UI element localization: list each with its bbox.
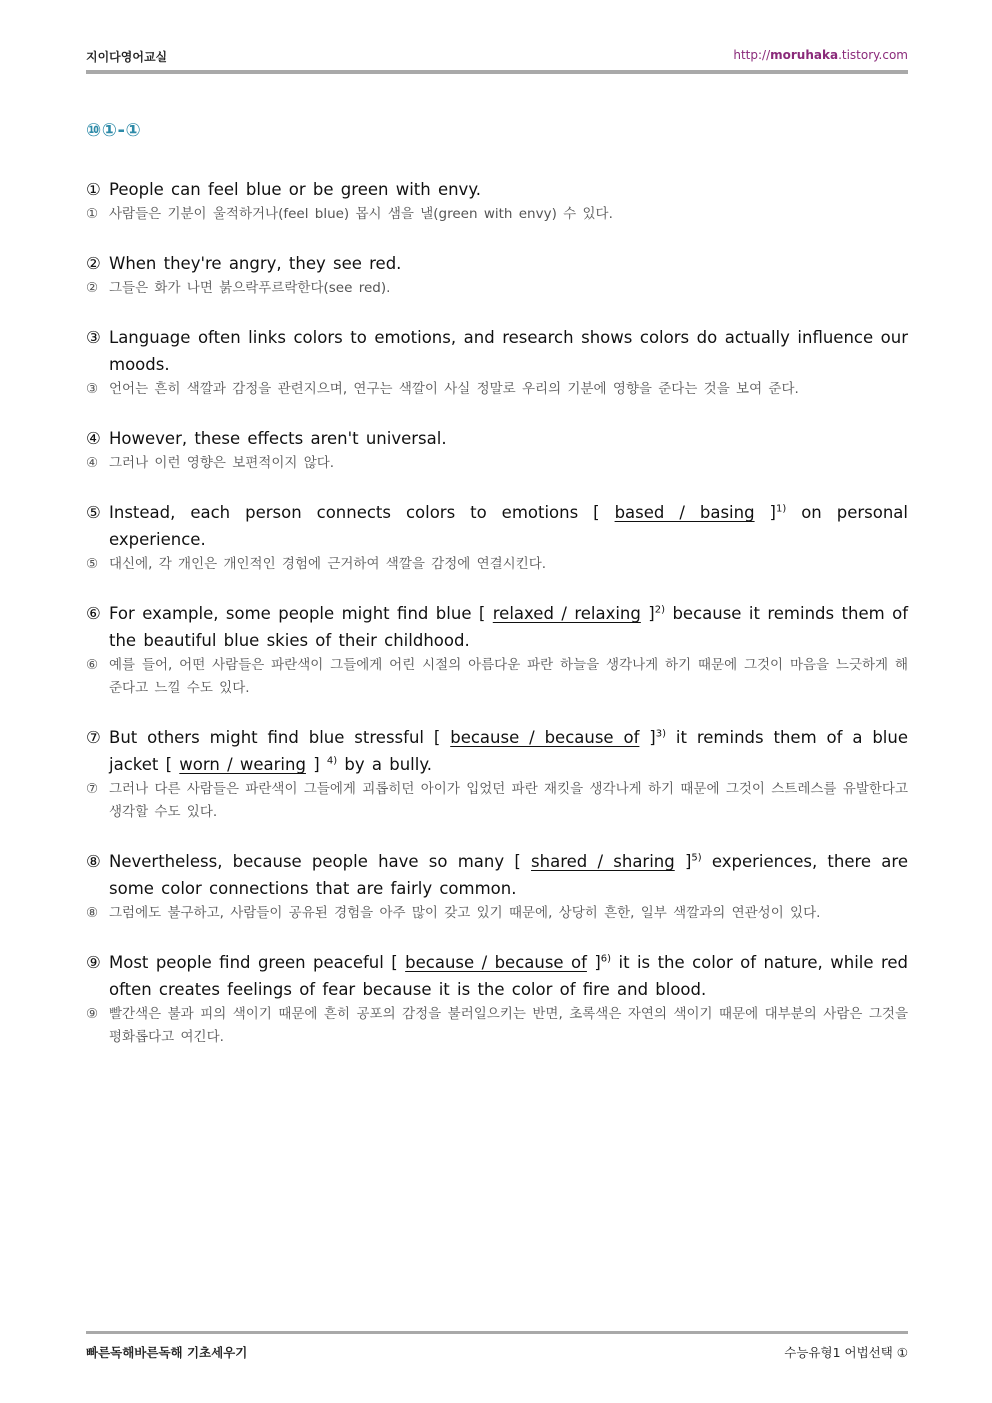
sentence-number: ④ [86,429,101,448]
english-sentence [86,425,908,452]
sentence-text: But others might find blue stressful [ [109,728,451,747]
sentence-text: on personal experience. [109,503,908,549]
sentence-item [86,425,908,475]
sentence-number: ⑦ [86,728,101,747]
sentence-number: ⑥ [86,604,101,623]
blank-number: 5) [691,852,702,864]
korean-translation [86,778,908,824]
sentence-number: ⑨ [86,953,101,972]
blank-number: 6) [600,953,612,965]
sentence-item [86,724,908,824]
sentence-text: ] [586,953,601,972]
sentence-text: ] [754,503,776,522]
korean-translation [86,553,908,576]
footer-book-title: 빠른독해바른독해 기초세우기 [86,1345,248,1360]
translation-text: 언어는 흔히 색깔과 감정을 관련지으며, 연구는 색깔이 사실 정말로 우리의 기분에 영향을 준다는 것을 보여 준다. [109,381,799,397]
grammar-choice: relaxed / relaxing [492,604,641,623]
sentence-item [86,324,908,401]
sentence-text: because it reminds them of the beautiful blue skies of their childhood. [109,604,909,650]
sentence-text: it is the color of nature, while red often creates feelings of fear because it is the color of fire and blood. [109,953,908,999]
footer-divider [86,1331,908,1334]
sentence-number: ③ [86,328,101,347]
translation-text: 사람들은 기분이 울적하거나(feel blue) 몹시 샘을 낼(green with envy) 수 있다. [109,206,613,222]
grammar-choice: shared / sharing [531,852,675,871]
translation-text: 그러나 이런 영향은 보편적이지 않다. [109,455,335,471]
sentence-number: ⑧ [86,852,101,871]
korean-translation [86,902,908,925]
english-sentence [86,949,908,1003]
translation-number: ⑨ [86,1006,99,1022]
sentence-item [86,176,908,226]
english-sentence [86,324,908,378]
grammar-choice: because / because of [405,953,587,972]
korean-translation [86,452,908,475]
sentence-text: ] [674,852,692,871]
translation-text: 그러나 다른 사람들은 파란색이 그들에게 괴롭히던 아이가 입었던 파란 재킷을 생각나게 하기 때문에 그것이 스트레스를 유발한다고 생각할 수도 있다. [109,781,908,820]
grammar-choice: worn / wearing [179,755,306,774]
sentence-list [86,176,908,1073]
sentence-text: People can feel blue or be green with envy. [109,180,481,199]
blank-number: 1) [775,503,787,515]
sentence-item [86,949,908,1049]
translation-number: ① [86,206,99,222]
section-title: ⑩①-① [86,120,142,141]
sentence-text: ] [640,604,655,623]
english-sentence [86,176,908,203]
footer-unit-label: 수능유형1 어법선택 ① [784,1345,908,1360]
sentence-text: Nevertheless, because people have so many [ [109,852,532,871]
sentence-text: ] [305,755,327,774]
blank-number: 4) [326,755,338,767]
sentence-text: When they're angry, they see red. [109,254,402,273]
translation-number: ⑤ [86,556,99,572]
english-sentence [86,250,908,277]
translation-text: 대신에, 각 개인은 개인적인 경험에 근거하여 색깔을 감정에 연결시킨다. [109,556,547,572]
translation-number: ⑥ [86,657,99,673]
page-header [86,44,908,66]
translation-number: ③ [86,381,99,397]
blank-number: 2) [654,604,666,616]
sentence-text: by a bully. [337,755,432,774]
korean-translation [86,378,908,401]
sentence-number: ② [86,254,101,273]
translation-number: ④ [86,455,99,471]
sentence-text: it reminds them of a blue jacket [ [109,728,908,774]
translation-number: ⑧ [86,905,99,921]
sentence-text: Language often links colors to emotions, and research shows colors do actually influence our moods. [109,328,908,374]
grammar-choice: because / because of [450,728,640,747]
sentence-item [86,600,908,700]
english-sentence [86,848,908,902]
sentence-item [86,848,908,925]
korean-translation [86,277,908,300]
sentence-text: experiences, there are some color connections that are fairly common. [109,852,908,898]
sentence-number: ① [86,180,101,199]
translation-text: 그럼에도 불구하고, 사람들이 공유된 경험을 아주 많이 갖고 있기 때문에, 상당히 흔한, 일부 색깔과의 연관성이 있다. [109,905,821,921]
translation-text: 그들은 화가 나면 붉으락푸르락한다(see red). [109,280,391,296]
english-sentence [86,600,908,654]
sentence-item [86,250,908,300]
korean-translation [86,654,908,700]
korean-translation [86,203,908,226]
grammar-choice: based / basing [614,503,755,522]
sentence-text: However, these effects aren't universal. [109,429,447,448]
sentence-text: Most people find green peaceful [ [109,953,406,972]
translation-text: 예를 들어, 어떤 사람들은 파란색이 그들에게 어린 시절의 아름다운 파란 하늘을 생각나게 하기 때문에 그것이 마음을 느긋하게 해준다고 느낄 수도 있다. [109,657,908,696]
site-brand: 지이다영어교실 [86,50,168,64]
translation-number: ⑦ [86,781,99,797]
sentence-text: For example, some people might find blue [ [109,604,493,623]
site-url[interactable]: http://moruhaka.tistory.com [733,48,908,62]
translation-number: ② [86,280,99,296]
header-divider [86,70,908,74]
sentence-number: ⑤ [86,503,101,522]
korean-translation [86,1003,908,1049]
sentence-item [86,499,908,576]
sentence-text: ] [639,728,656,747]
sentence-text: Instead, each person connects colors to emotions [ [109,503,615,522]
english-sentence [86,724,908,778]
translation-text: 빨간색은 불과 피의 색이기 때문에 흔히 공포의 감정을 불러일으키는 반면, 초록색은 자연의 색이기 때문에 대부분의 사람은 그것을 평화롭다고 여긴다. [109,1006,908,1045]
english-sentence [86,499,908,553]
blank-number: 3) [655,728,666,740]
